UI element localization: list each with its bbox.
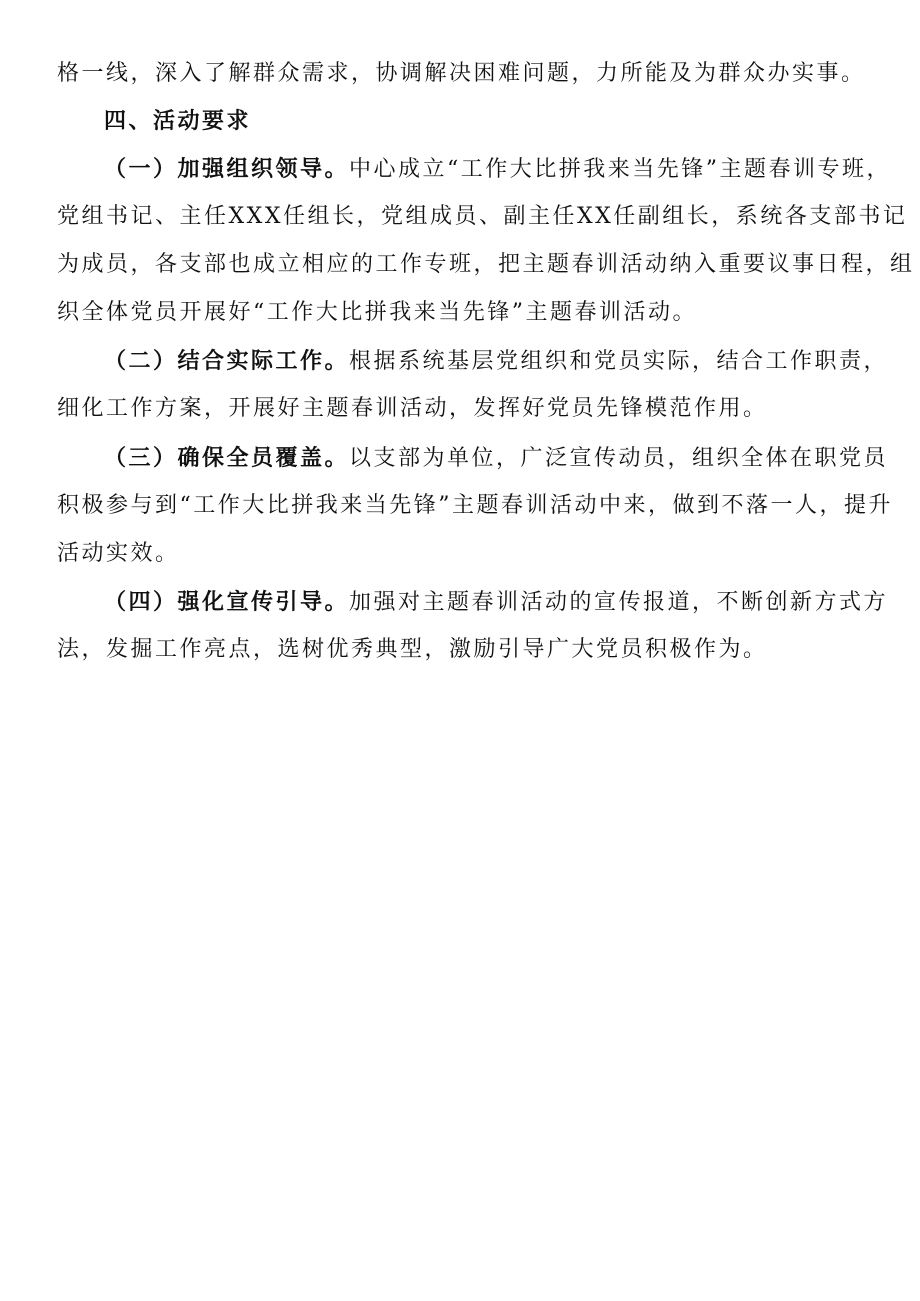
paragraph-4-line [57,630,877,670]
paragraph-3-line [57,486,893,526]
subheading-4: （四）强化宣传引导。 [104,589,350,615]
text-run: 细化工作方案，开展好主题春训活动，发挥好党员先锋模范作用。 [57,396,768,421]
paragraph-1-line [104,149,892,189]
text-run: 中心成立“工作大比拼我来当先锋”主题春训专班， [349,157,892,182]
text-run: 织全体党员开展好“工作大比拼我来当先锋”主题春训活动。 [57,300,697,325]
text-run: 格一线，深入了解群众需求，协调解决困难问题，力所能及为群众办实事。 [57,61,866,86]
paragraph-3-line [57,534,877,574]
text-run: 为成员，各支部也成立相应的工作专班，把主题春训活动纳入重要议事日程，组 [57,252,915,277]
text-run: 活动实效。 [57,541,180,566]
subheading-2: （二）结合实际工作。 [104,348,350,374]
text-run: 法，发掘工作亮点，选树优秀典型，激励引导广大党员积极作为。 [57,637,768,662]
paragraph-1-line [57,293,877,333]
paragraph-1-line [57,245,915,285]
section-heading [104,101,880,141]
paragraph-1-line [57,197,908,237]
subheading-1: （一）加强组织领导。 [104,156,350,182]
text-run: 党组书记、主任XXX任组长，党组成员、副主任XX任副组长，系统各支部书记 [57,204,908,229]
paragraph-3-line [104,438,889,478]
subheading-3: （三）确保全员覆盖。 [104,445,350,471]
text-run: 加强对主题春训活动的宣传报道，不断创新方式方 [349,590,889,615]
paragraph-4-line [104,582,889,622]
text-run: 以支部为单位，广泛宣传动员，组织全体在职党员 [349,446,889,471]
text-run: 根据系统基层党组织和党员实际，结合工作职责， [349,349,889,374]
text-run: 积极参与到“工作大比拼我来当先锋”主题春训活动中来，做到不落一人，提升 [57,493,893,518]
paragraph-2-line [57,389,877,429]
section-heading-text: 四、活动要求 [104,108,252,134]
paragraph-2-line [104,341,889,381]
body-text-line [57,54,877,94]
